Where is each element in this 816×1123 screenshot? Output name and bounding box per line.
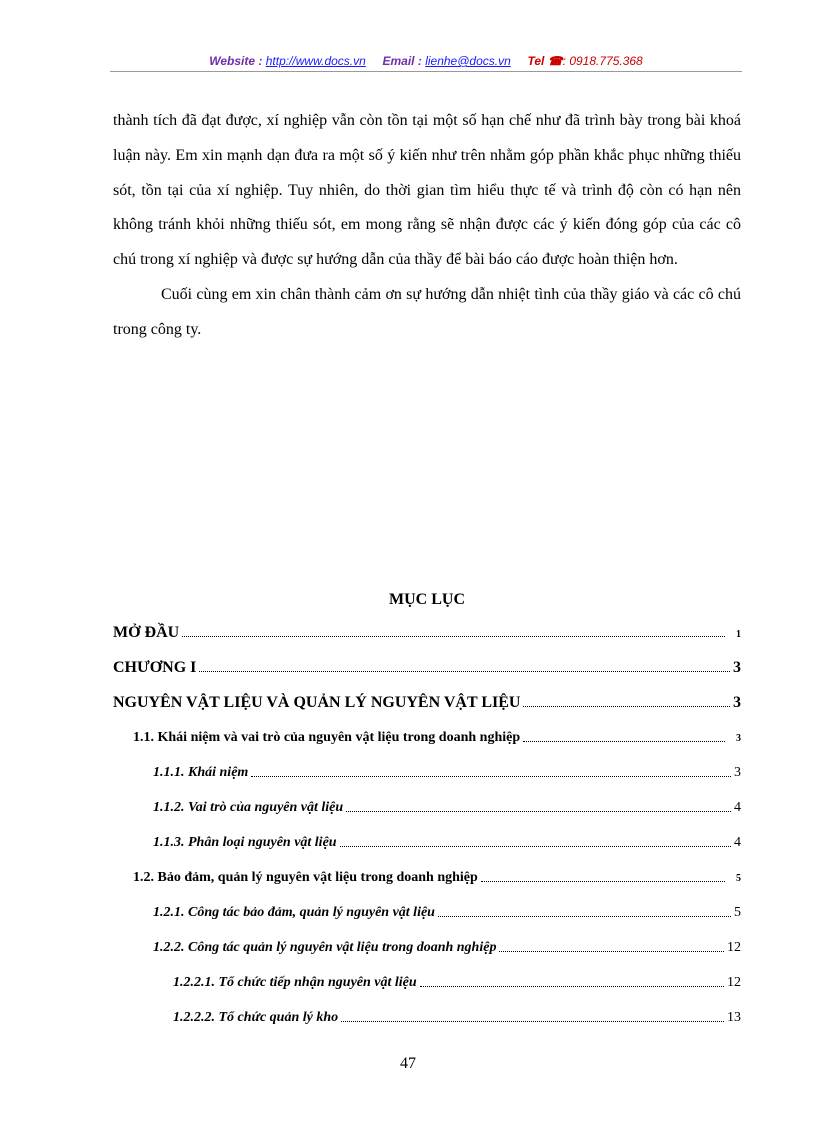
toc-entry-text: 1.2.1. Công tác bảo đảm, quản lý nguyên vật liệu [153,905,435,920]
toc-leader [523,692,730,707]
toc-leader [481,867,725,882]
toc-entry-text: 1.1.2. Vai trò của nguyên vật liệu [153,800,344,815]
toc-entry-page: 4 [734,835,741,850]
toc-entry-page: 3 [734,765,741,780]
email-link[interactable]: lienhe@docs.vn [425,54,511,68]
toc-entry[interactable] [113,622,741,644]
toc-leader [341,1007,724,1022]
toc-entry-page: 13 [727,1010,741,1025]
tel-value: : 0918.775.368 [562,54,643,68]
toc-entry[interactable] [153,937,741,959]
toc-title: MỤC LỤC [389,591,465,608]
toc-leader [420,972,724,987]
toc-entry-page: 12 [727,975,741,990]
toc-leader [251,762,731,777]
email-separator: : [417,54,422,68]
toc-entry-page: 5 [736,873,741,884]
toc-entry-text: 1.2.2. Công tác quản lý nguyên vật liệu trong doanh nghiệp [153,940,497,955]
body-paragraph-1: thành tích đã đạt được, xí nghiệp vẫn còn tồn tại một số hạn chế như đã trình bày trong bài khoá luận này. Em xin mạnh dạn đưa ra một số ý kiến như trên nhằm góp phần khắc phục những thiếu sót, tồn tại của xí nghiệp. Tuy nhiên, do thời gian tìm hiểu thực tế và trình độ còn có hạn nên không tránh khỏi những thiếu sót, em mong rằng sẽ nhận được các ý kiến đóng góp của các cô chú trong xí nghiệp và được sự hướng dẫn của thầy để bài báo cáo được hoàn thiện hơn. [113,112,741,269]
toc-entry-page: 1 [736,629,741,640]
toc-entry-page: 4 [734,800,741,815]
body-paragraph-2: Cuối cùng em xin chân thành cảm ơn sự hướng dẫn nhiệt tình của thầy giáo và các cô chú trong công ty. [113,285,741,338]
website-separator: : [258,54,263,68]
toc-entry-page: 3 [733,694,741,711]
toc-leader [438,902,731,917]
toc-leader [340,832,731,847]
toc-entry-text: 1.2.2.2. Tổ chức quản lý kho [173,1010,339,1025]
page-header [110,52,742,70]
email-label: Email [382,54,415,68]
toc-leader [523,727,725,742]
toc-leader [499,937,724,952]
toc-entry-text: NGUYÊN VẬT LIỆU VÀ QUẢN LÝ NGUYÊN VẬT LIỆU [113,694,521,711]
telephone-icon: ☎ [547,54,563,68]
toc-entry[interactable] [133,727,741,749]
toc-leader [182,622,725,637]
toc-entry-text: 1.1. Khái niệm và vai trò của nguyên vật liệu trong doanh nghiệp [133,730,521,745]
toc-entry-page: 3 [736,733,741,744]
toc-entry-text: 1.1.1. Khái niệm [153,765,249,780]
toc-entry[interactable] [153,762,741,784]
body-text [113,104,741,348]
toc-entry[interactable] [153,797,741,819]
toc-entry[interactable] [153,902,741,924]
toc-leader [199,657,730,672]
tel-label: Tel [527,54,545,68]
toc-entry[interactable] [133,867,741,889]
toc-entry-page: 3 [733,659,741,676]
toc-entry-text: 1.2. Bảo đảm, quản lý nguyên vật liệu trong doanh nghiệp [133,870,478,885]
toc-entry[interactable] [113,657,741,679]
page-number: 47 [400,1055,416,1072]
website-link[interactable]: http://www.docs.vn [265,54,366,68]
toc-entry[interactable] [153,832,741,854]
toc-entry-text: 1.1.3. Phân loại nguyên vật liệu [153,835,337,850]
toc-entry-text: 1.2.2.1. Tổ chức tiếp nhận nguyên vật liệu [173,975,417,990]
toc-entry-page: 12 [727,940,741,955]
toc-entry[interactable] [113,692,741,714]
toc-entry[interactable] [173,972,741,994]
toc-entry[interactable] [173,1007,741,1029]
toc-entry-page: 5 [734,905,741,920]
header-divider [110,71,742,72]
toc-entry-text: MỞ ĐẦU [113,624,180,641]
toc-leader [346,797,731,812]
toc-entry-text: CHƯƠNG I [113,659,197,676]
website-label: Website [209,54,256,68]
